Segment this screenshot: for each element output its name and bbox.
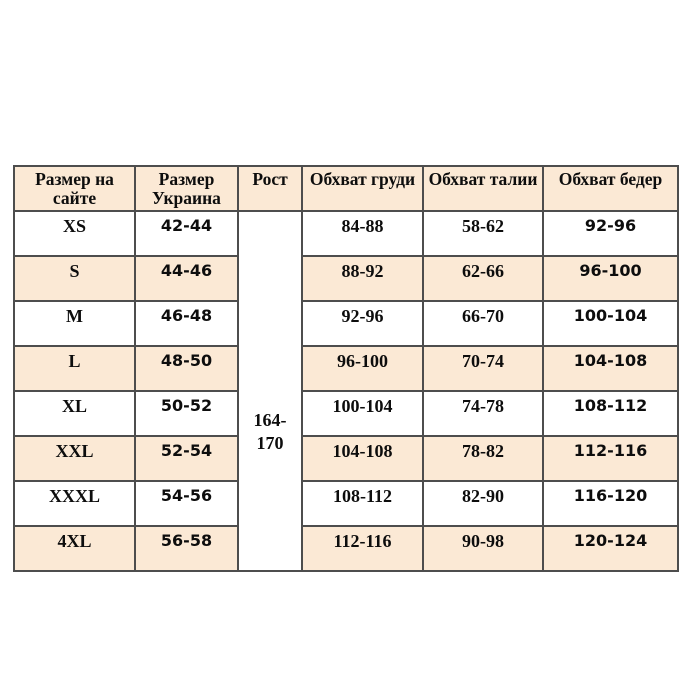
hips-cell: 108-112 [543,391,678,436]
col-header-size-ukraine: Размер Украина [135,166,238,211]
waist-cell: 66-70 [423,301,543,346]
col-header-size-site: Размер на сайте [14,166,135,211]
col-header-hips: Обхват бедер [543,166,678,211]
header-row [14,166,678,211]
table-row [14,256,678,301]
size-site-cell: XL [14,391,135,436]
waist-cell: 70-74 [423,346,543,391]
waist-cell: 74-78 [423,391,543,436]
height-merged-cell [238,211,302,571]
height-value: 164-170 [253,410,287,453]
hips-cell: 112-116 [543,436,678,481]
hips-cell: 120-124 [543,526,678,571]
chest-cell: 104-108 [302,436,423,481]
size-chart-table [13,165,679,572]
col-header-waist: Обхват талии [423,166,543,211]
waist-cell: 78-82 [423,436,543,481]
table-row [14,526,678,571]
waist-cell: 58-62 [423,211,543,256]
size-site-cell: S [14,256,135,301]
chest-cell: 92-96 [302,301,423,346]
size-ukraine-cell: 44-46 [135,256,238,301]
chest-cell: 96-100 [302,346,423,391]
chest-cell: 84-88 [302,211,423,256]
size-site-cell: L [14,346,135,391]
hips-cell: 92-96 [543,211,678,256]
table-row [14,436,678,481]
size-ukraine-cell: 52-54 [135,436,238,481]
size-ukraine-cell: 48-50 [135,346,238,391]
waist-cell: 62-66 [423,256,543,301]
size-table-body [14,211,678,571]
col-header-height: Рост [238,166,302,211]
chest-cell: 112-116 [302,526,423,571]
size-ukraine-cell: 56-58 [135,526,238,571]
size-site-cell: M [14,301,135,346]
size-ukraine-cell: 50-52 [135,391,238,436]
hips-cell: 104-108 [543,346,678,391]
waist-cell: 90-98 [423,526,543,571]
chest-cell: 88-92 [302,256,423,301]
size-site-cell: XXL [14,436,135,481]
chest-cell: 108-112 [302,481,423,526]
size-site-cell: 4XL [14,526,135,571]
size-site-cell: XS [14,211,135,256]
table-row [14,391,678,436]
size-ukraine-cell: 46-48 [135,301,238,346]
table-row [14,346,678,391]
table-row [14,211,678,256]
col-header-chest: Обхват груди [302,166,423,211]
size-ukraine-cell: 42-44 [135,211,238,256]
hips-cell: 116-120 [543,481,678,526]
table-row [14,481,678,526]
hips-cell: 100-104 [543,301,678,346]
chest-cell: 100-104 [302,391,423,436]
waist-cell: 82-90 [423,481,543,526]
table-row [14,301,678,346]
hips-cell: 96-100 [543,256,678,301]
size-ukraine-cell: 54-56 [135,481,238,526]
size-site-cell: XXXL [14,481,135,526]
